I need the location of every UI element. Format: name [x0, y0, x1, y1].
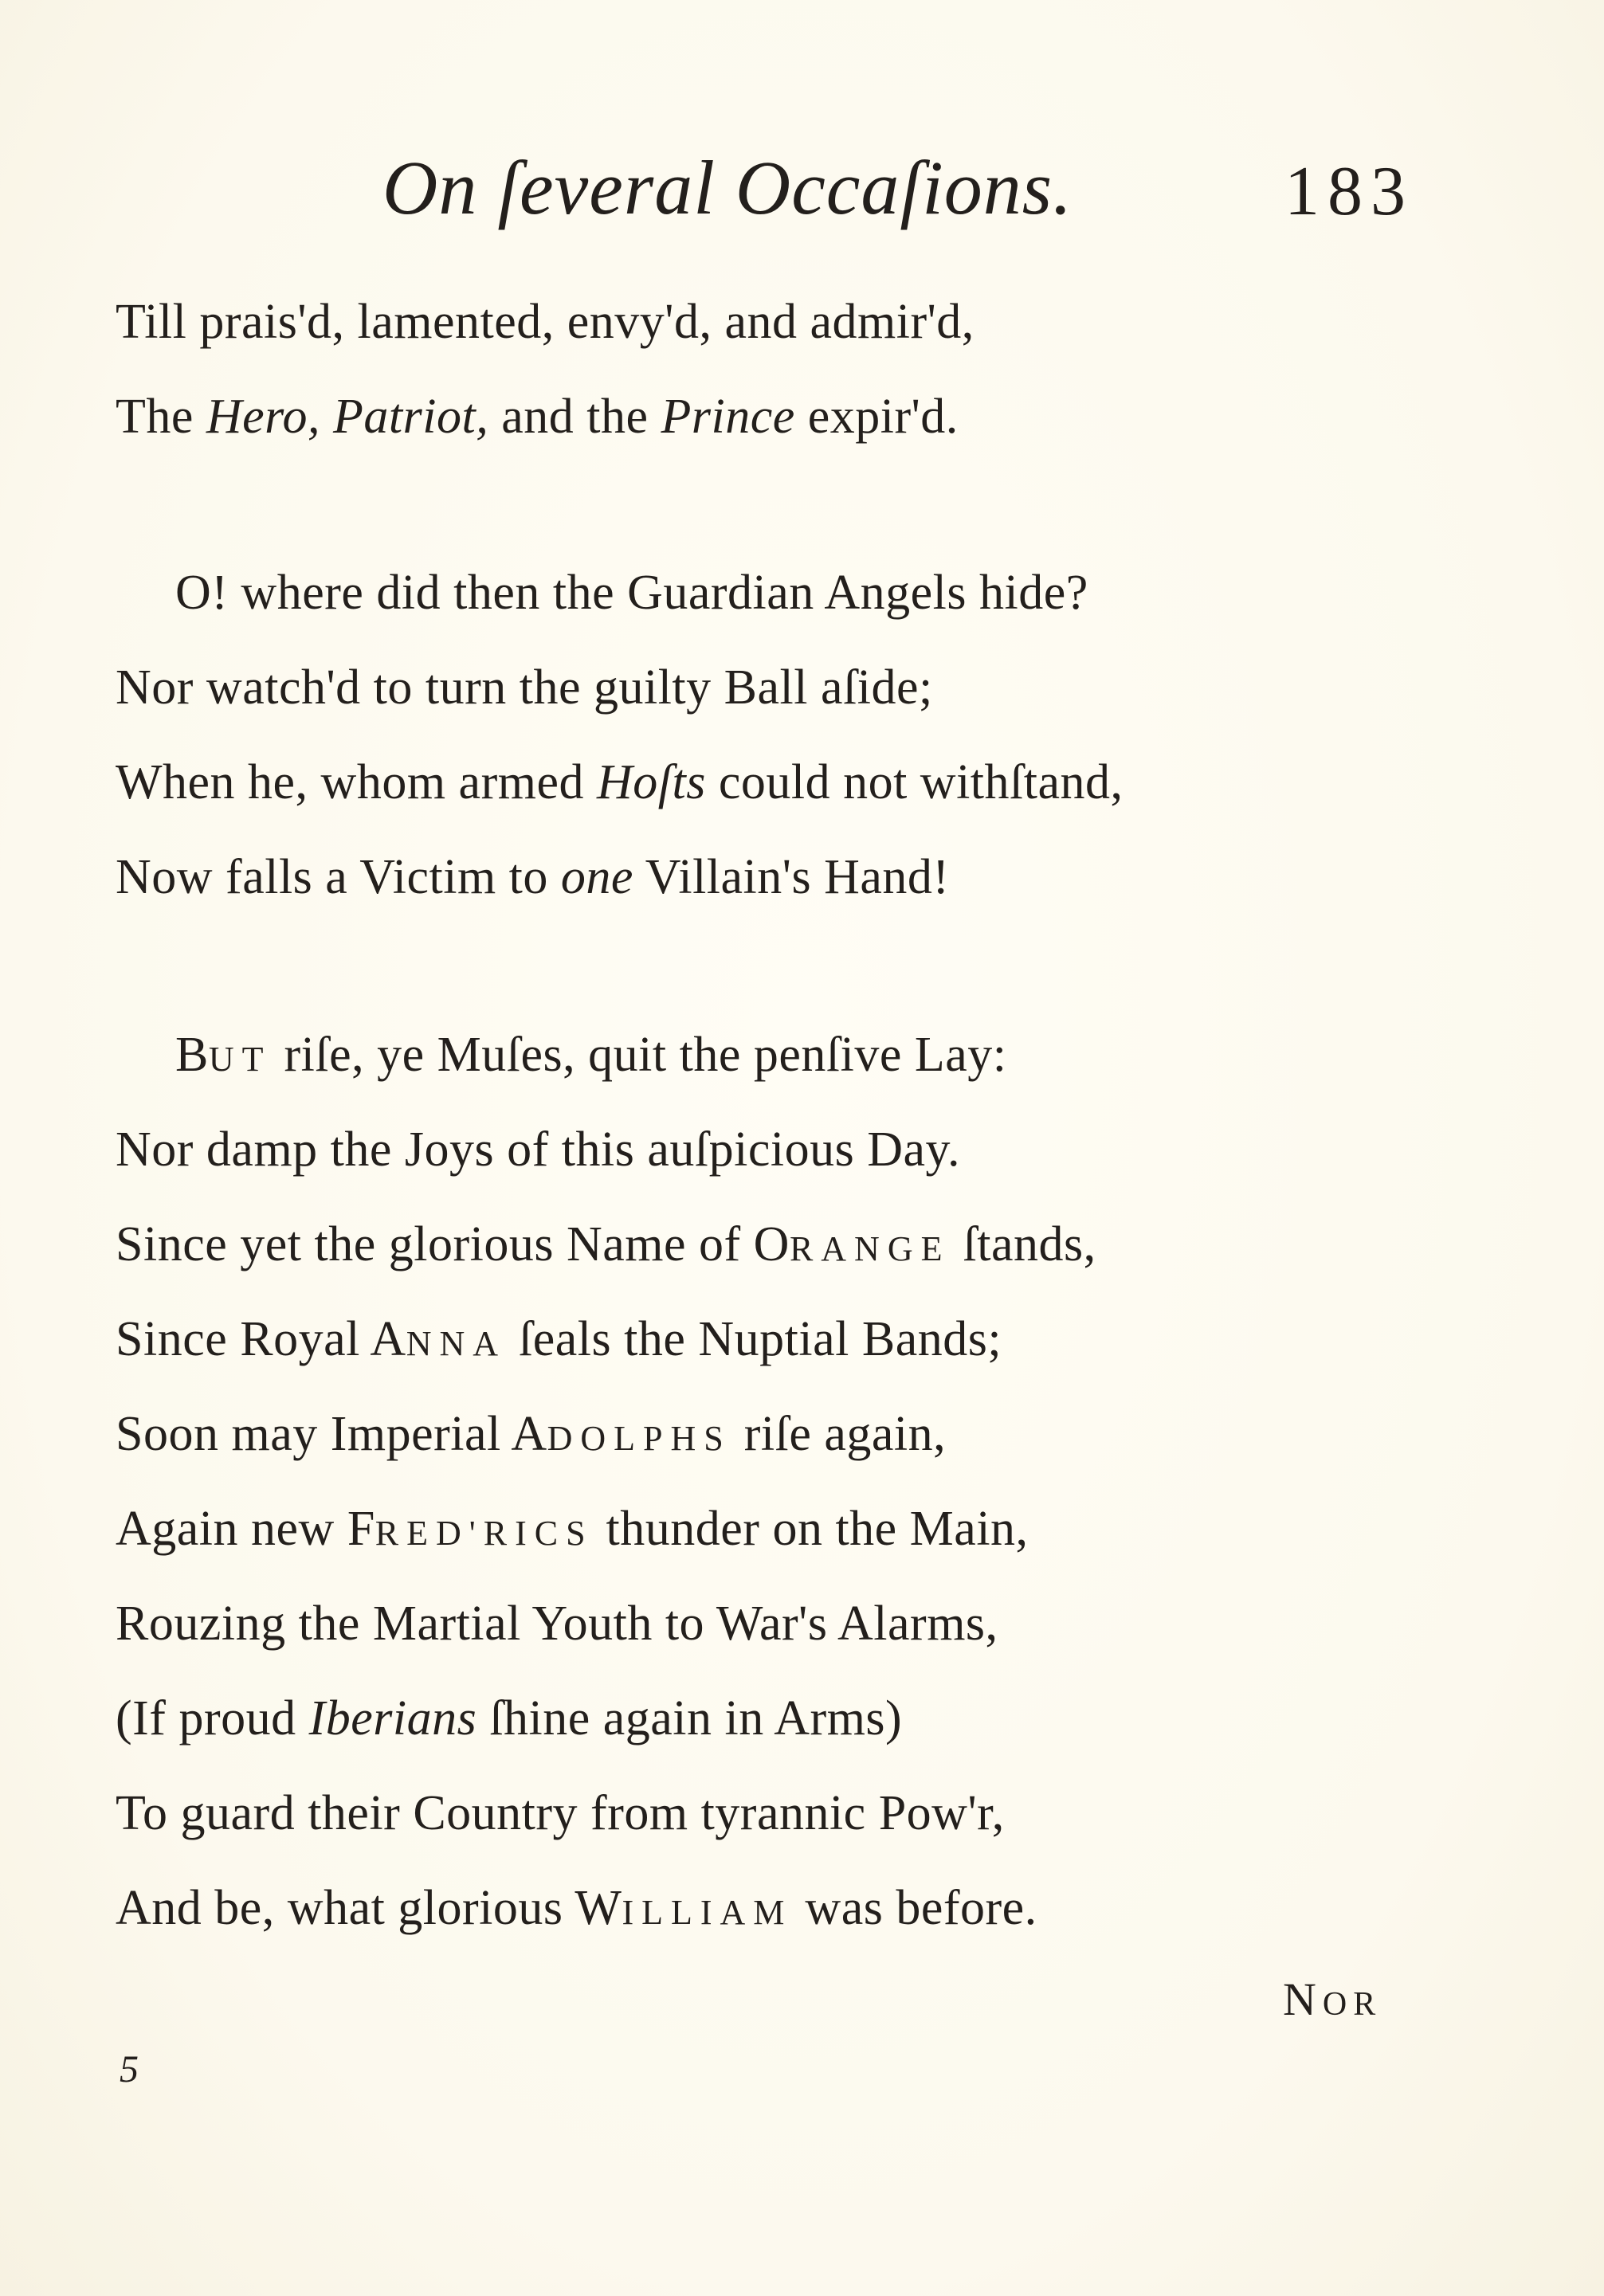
page-number: 183	[1284, 153, 1414, 230]
running-title: On ſeveral Occaſions.	[382, 145, 1073, 230]
verse-line: Again new FRED'RICS thunder on the Main,	[116, 1502, 1029, 1556]
verse-line: The Hero, Patriot, and the Prince expir'd.	[116, 390, 959, 444]
verse-line: O! where did then the Guardian Angels hide?	[175, 566, 1088, 620]
verse-line: And be, what glorious WILLIAM was before.	[116, 1881, 1037, 1935]
verse-line: (If proud Iberians ſhine again in Arms)	[116, 1691, 903, 1746]
signature-mark: 5	[120, 2048, 139, 2090]
verse-line: Rouzing the Martial Youth to War's Alarms,	[116, 1597, 998, 1651]
verse-line: Nor damp the Joys of this auſpicious Day.	[116, 1123, 960, 1177]
verse-line: BUT riſe, ye Muſes, quit the penſive Lay:	[175, 1028, 1007, 1082]
verse-line: To guard their Country from tyrannic Pow'r,	[116, 1786, 1005, 1840]
stanza-2	[116, 546, 1124, 925]
verse-line: Now falls a Victim to one Villain's Hand!	[116, 850, 950, 904]
verse-line: Nor watch'd to turn the guilty Ball aſide;	[116, 660, 933, 715]
stanza-1	[116, 275, 975, 464]
verse-line: Soon may Imperial ADOLPHS riſe again,	[116, 1407, 947, 1461]
verse-line: Since Royal ANNA ſeals the Nuptial Bands;	[116, 1312, 1002, 1366]
verse-line: Since yet the glorious Name of ORANGE ſtands,	[116, 1217, 1096, 1271]
stanza-3	[116, 1008, 1096, 1956]
catchword: NOR	[1283, 1973, 1382, 2025]
verse-line: When he, whom armed Hoſts could not withſtand,	[116, 755, 1124, 809]
verse-line: Till prais'd, lamented, envy'd, and admir'd,	[116, 295, 975, 349]
